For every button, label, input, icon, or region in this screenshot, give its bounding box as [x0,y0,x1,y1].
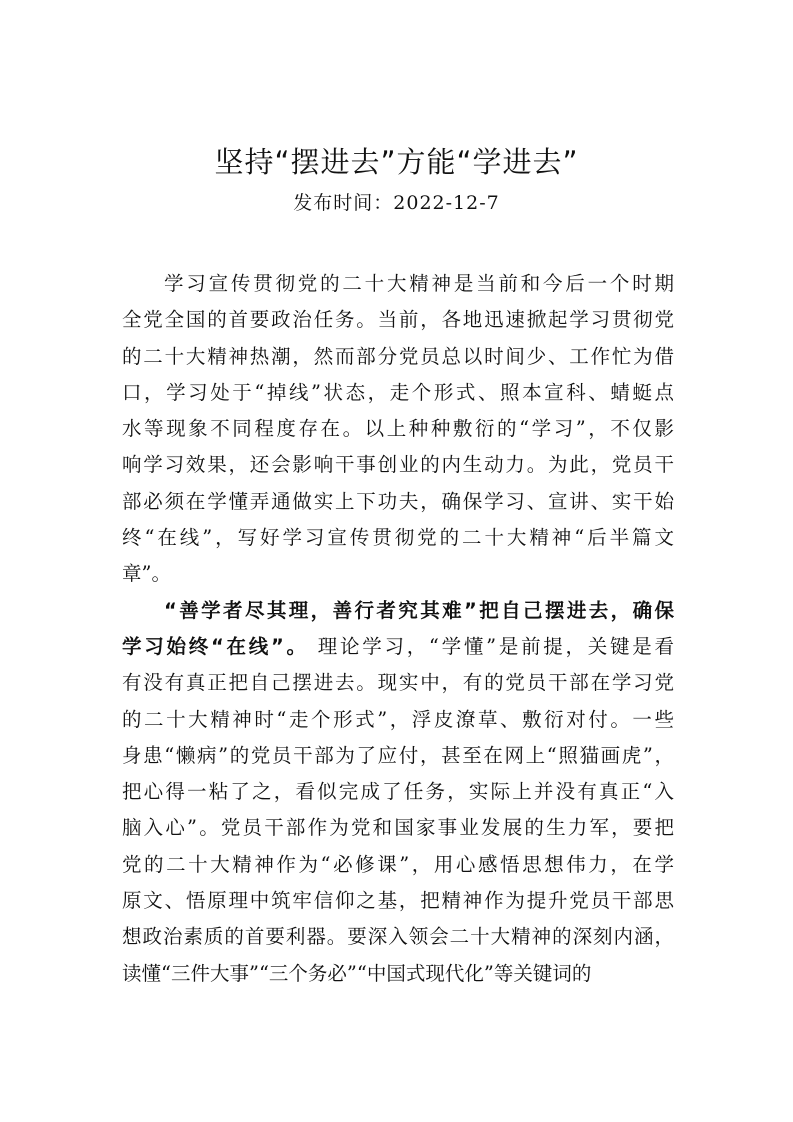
body-line [122,447,674,483]
line-text: 理论学习，“学懂”是前提，关键是看 [308,634,674,658]
body-line [122,302,674,338]
section-heading: “善学者尽其理，善行者究其难”把自己摆进去，确保 [164,598,674,622]
body-line [122,883,674,919]
line-text: 部必须在学懂弄通做实上下功夫，确保学习、宣讲、实干始 [122,489,674,513]
body-line [122,629,674,665]
line-text: 把心得一粘了之，看似完成了任务，实际上并没有真正“入 [122,780,674,804]
line-text: 学习宣传贯彻党的二十大精神是当前和今后一个时期 [164,272,674,295]
line-text: 原文、悟原理中筑牢信仰之基，把精神作为提升党员干部思 [122,889,674,913]
line-text: 响学习效果，还会影响干事创业的内生动力。为此，党员干 [122,453,674,477]
body-line [122,484,674,520]
body-line [122,919,674,955]
body-line [122,665,674,701]
body-line [122,411,674,447]
body-line [122,375,674,411]
body-line [122,556,674,592]
line-text: 想政治素质的首要利器。要深入领会二十大精神的深刻内涵， [122,925,674,949]
article-body [122,266,674,992]
body-line [122,702,674,738]
article-title: 坚持“摆进去”方能“学进去” [214,145,579,179]
line-text: 水等现象不同程度存在。以上种种敷衍的“学习”，不仅影 [122,417,674,441]
section-heading: 学习始终“在线”。 [122,634,309,658]
section-heading-line [122,593,674,629]
line-text: 有没有真正把自己摆进去。现实中，有的党员干部在学习党 [122,671,674,695]
body-line [122,847,674,883]
line-text: 的二十大精神热潮，然而部分党员总以时间少、工作忙为借 [122,344,674,368]
publish-date: 发布时间：2022-12-7 [293,192,500,214]
line-text: 党的二十大精神作为“必修课”，用心感悟思想伟力，在学 [122,852,674,876]
line-text: 章”。 [122,562,171,586]
body-line [122,956,674,992]
line-text: 脑入心”。党员干部作为党和国家事业发展的生力军，要把 [122,816,674,840]
line-text: 身患“懒病”的党员干部为了应付，甚至在网上“照猫画虎”， [122,743,674,767]
body-line [122,520,674,556]
body-line [122,339,674,375]
line-text: 的二十大精神时“走个形式”，浮皮潦草、敷衍对付。一些 [122,707,674,731]
line-text: 读懂“三件大事”“三个务必”“中国式现代化”等关键词的 [122,961,592,985]
line-text: 口，学习处于“掉线”状态，走个形式、照本宣科、蜻蜓点 [122,380,674,404]
line-text: 全党全国的首要政治任务。当前，各地迅速掀起学习贯彻党 [122,308,674,332]
body-line [122,810,674,846]
body-line [122,266,674,302]
line-text: 终“在线”，写好学习宣传贯彻党的二十大精神“后半篇文 [122,526,674,550]
body-line [122,774,674,810]
body-line [122,738,674,774]
